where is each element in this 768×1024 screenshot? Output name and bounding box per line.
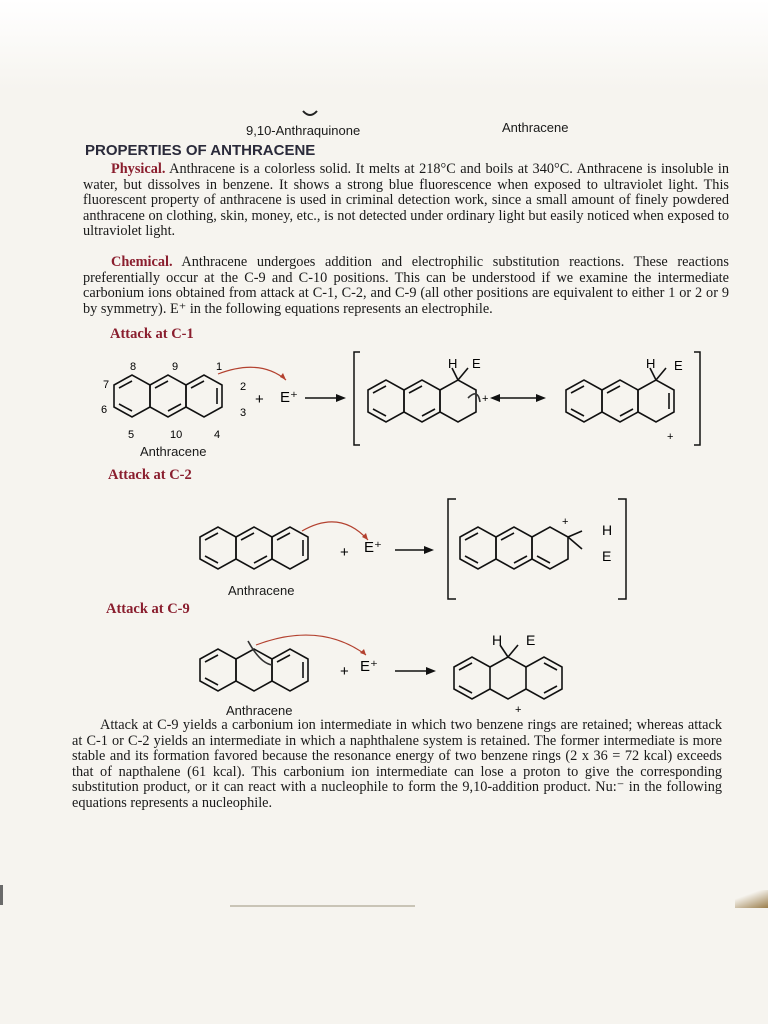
electrophile-group-c2: E [602,548,612,564]
structure-fragment-mark [300,108,320,120]
pos-10: 10 [170,429,183,441]
page-left-mark [0,885,3,905]
plus-c2: + [340,544,349,561]
page-top-shade [0,0,768,90]
physical-lead: Physical. [111,161,166,177]
attack-c2-title: Attack at C-2 [108,467,192,483]
reaction-arrow-head-c9 [426,667,436,675]
page-edge-line [230,905,415,907]
section-heading: PROPERTIES OF ANTHRACENE [85,142,316,159]
attack-c9-title: Attack at C-9 [106,601,190,617]
caption-anthracene-top: Anthracene [502,120,569,135]
cation-c2: + [562,516,569,528]
bracket-right-c1 [694,352,700,445]
bracket-right-c2 [618,499,626,599]
anthracene-label-c1: Anthracene [140,444,207,459]
curved-arrow-c2 [302,522,368,540]
anthracene-structure-c9 [200,641,308,691]
reaction-arrow-head-c1 [336,394,346,402]
pos-8: 8 [130,361,137,373]
intermediate-c2 [460,527,582,569]
electrophile-c1: E⁺ [280,389,298,406]
electrophile-c2: E⁺ [364,539,382,556]
cation-c9: + [515,704,522,715]
bracket-left-c2 [448,499,456,599]
pos-1: 1 [216,361,223,373]
cation-c1-b: + [667,431,674,443]
anthracene-label-c2: Anthracene [228,583,295,598]
pos-5: 5 [128,429,135,441]
plus-c1: + [255,391,264,408]
anthracene-structure-c1 [114,375,222,417]
curved-arrow-c9 [256,635,366,655]
physical-text: Anthracene is a colorless solid. It melts at 218°C and boils at 340°C. Anthracene is insoluble in water, but dissolves in benzene. It shows a strong blue fluorescence when exposed to ultraviolet light. This fluorescent property of anthracene is used in criminal detection work, since a small amount of finely powdered anthracene on clothing, skin, money, etc., is not detected under ordinary light but easily noticed when exposed to ultraviolet light. [83,161,729,240]
intermediate-c9 [454,645,562,699]
chemical-lead: Chemical. [111,254,173,270]
chemical-text: Anthracene undergoes addition and electrophilic substitution reactions. These reactions preferentially occur at the C-9 and C-10 positions. This can be understood if we examine the intermediate carbonium ions obtained from attack at C-1, C-2, and C-9 (all other positions are equivalent to either 1 or 2 or 9 by symmetry). E⁺ in the following equations represents an electrophile. [83,254,729,317]
hydrogen-c2: H [602,522,613,538]
attack-c9-scheme [190,625,610,715]
intermediate-c1-b [566,368,674,422]
hydrogen-c1-a: H [448,356,458,371]
reaction-arrow-head-c2 [424,546,434,554]
pos-2: 2 [240,381,247,393]
bracket-left-c1 [354,352,360,445]
pos-3: 3 [240,407,247,419]
anthracene-structure-c2 [200,527,308,569]
electrophile-group-c9: E [526,632,536,648]
conclusion-text: Attack at C-9 yields a carbonium ion intermediate in which two benzene rings are retained; whereas attack at C-1 or C-2 yields an intermediate in which a naphthalene system is retained. The former intermediate is more stable and its formation favored because the resonance energy of two benzene rings (2 x 36 = 72 kcal) exceeds that of napthalene (61 kcal). This carbonium ion intermediate can lose a proton to give the corresponding substitution product, or it can react with a nucleophile to form the 9,10-addition product. Nu:⁻ in the following equations represents a nucleophile. [72,717,722,811]
cation-c1-a: + [482,393,489,405]
pos-4: 4 [214,429,221,441]
plus-c9: + [340,663,349,680]
page-corner-shadow [735,890,768,908]
hydrogen-c9: H [492,632,503,648]
attack-c1-title: Attack at C-1 [110,326,194,342]
electrophile-group-c1-a: E [472,356,481,371]
caption-anthraquinone: 9,10-Anthraquinone [246,123,361,138]
resonance-arrow-left-head [490,394,500,402]
electrophile-group-c1-b: E [674,358,683,373]
physical-paragraph [83,162,729,240]
pos-9: 9 [172,361,179,373]
curved-arrow-c1 [218,367,286,380]
conclusion-paragraph [72,718,722,812]
hydrogen-c1-b: H [646,356,656,371]
resonance-arrow-right-head [536,394,546,402]
electrophile-c9: E⁺ [360,658,378,675]
anthracene-label-c9: Anthracene [226,703,293,718]
curved-arrow-head-c1 [280,373,286,380]
chemical-paragraph [83,255,729,317]
intermediate-c1-a [368,368,480,422]
pos-7: 7 [103,379,110,391]
pos-6: 6 [101,404,108,416]
